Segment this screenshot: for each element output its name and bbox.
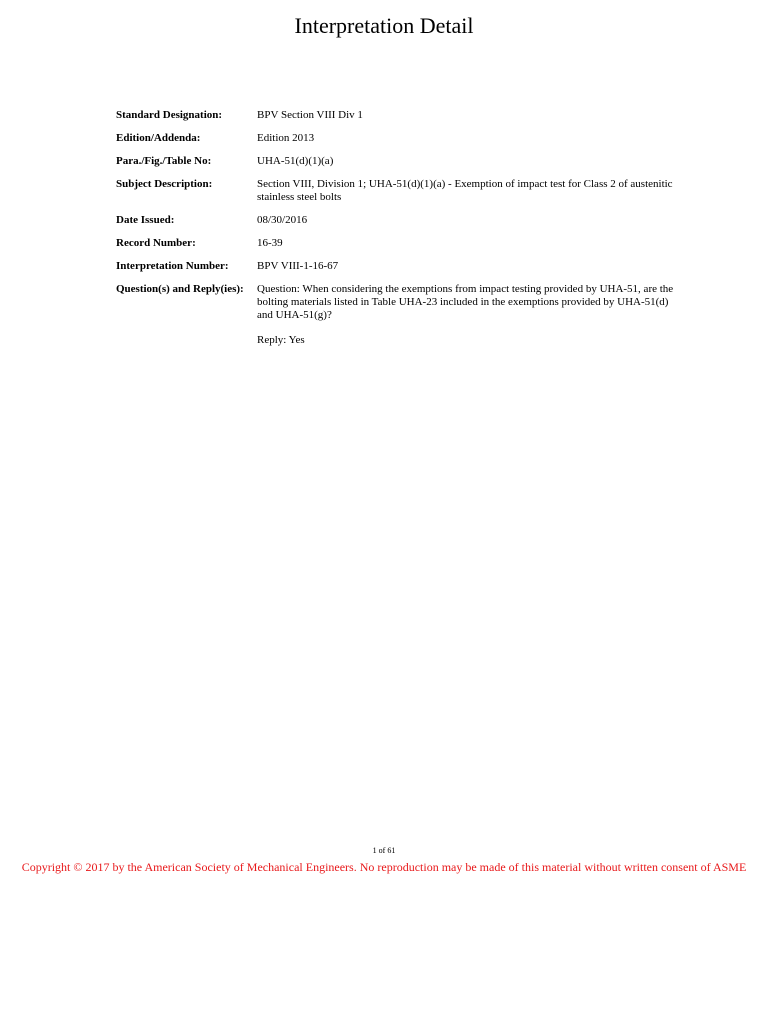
question-reply-label: Question(s) and Reply(ies): <box>116 283 244 295</box>
para-fig-table-value: UHA-51(d)(1)(a) <box>257 155 334 167</box>
record-number-label: Record Number: <box>116 237 196 249</box>
subject-description-label: Subject Description: <box>116 178 213 190</box>
interpretation-number-value: BPV VIII-1-16-67 <box>257 260 339 272</box>
record-number-row <box>116 237 676 250</box>
page-title: Interpretation Detail <box>294 13 474 38</box>
subject-description-value: Section VIII, Division 1; UHA-51(d)(1)(a) - Exemption of impact test for Class 2 of austenitic stainless steel bolts <box>257 178 673 203</box>
subject-description-row <box>116 178 676 204</box>
interpretation-fields <box>116 109 676 357</box>
copyright-notice: Copyright © 2017 by the American Society of Mechanical Engineers. No reproduction may be made of this material without written consent of ASME <box>21 860 747 874</box>
standard-designation-row <box>116 109 676 122</box>
para-fig-table-label: Para./Fig./Table No: <box>116 155 212 167</box>
record-number-value: 16-39 <box>257 237 283 249</box>
page-number: 1 of 61 <box>372 846 396 855</box>
edition-addenda-value: Edition 2013 <box>257 132 315 144</box>
question-reply-row <box>116 283 676 347</box>
interpretation-number-label: Interpretation Number: <box>116 260 229 272</box>
question-reply-value <box>257 283 676 347</box>
date-issued-value: 08/30/2016 <box>257 214 308 226</box>
edition-addenda-row <box>116 132 676 145</box>
date-issued-row <box>116 214 676 227</box>
standard-designation-label: Standard Designation: <box>116 109 223 121</box>
reply-text: Reply: Yes <box>257 334 305 346</box>
interpretation-number-row <box>116 260 676 273</box>
standard-designation-value: BPV Section VIII Div 1 <box>257 109 363 121</box>
para-fig-table-row <box>116 155 676 168</box>
date-issued-label: Date Issued: <box>116 214 175 226</box>
edition-addenda-label: Edition/Addenda: <box>116 132 201 144</box>
question-text: Question: When considering the exemptions from impact testing provided by UHA-51, are the bolting materials listed in Table UHA-23 included in the exemptions provided by UHA-51(d) and UHA-51(g)? <box>257 283 674 321</box>
